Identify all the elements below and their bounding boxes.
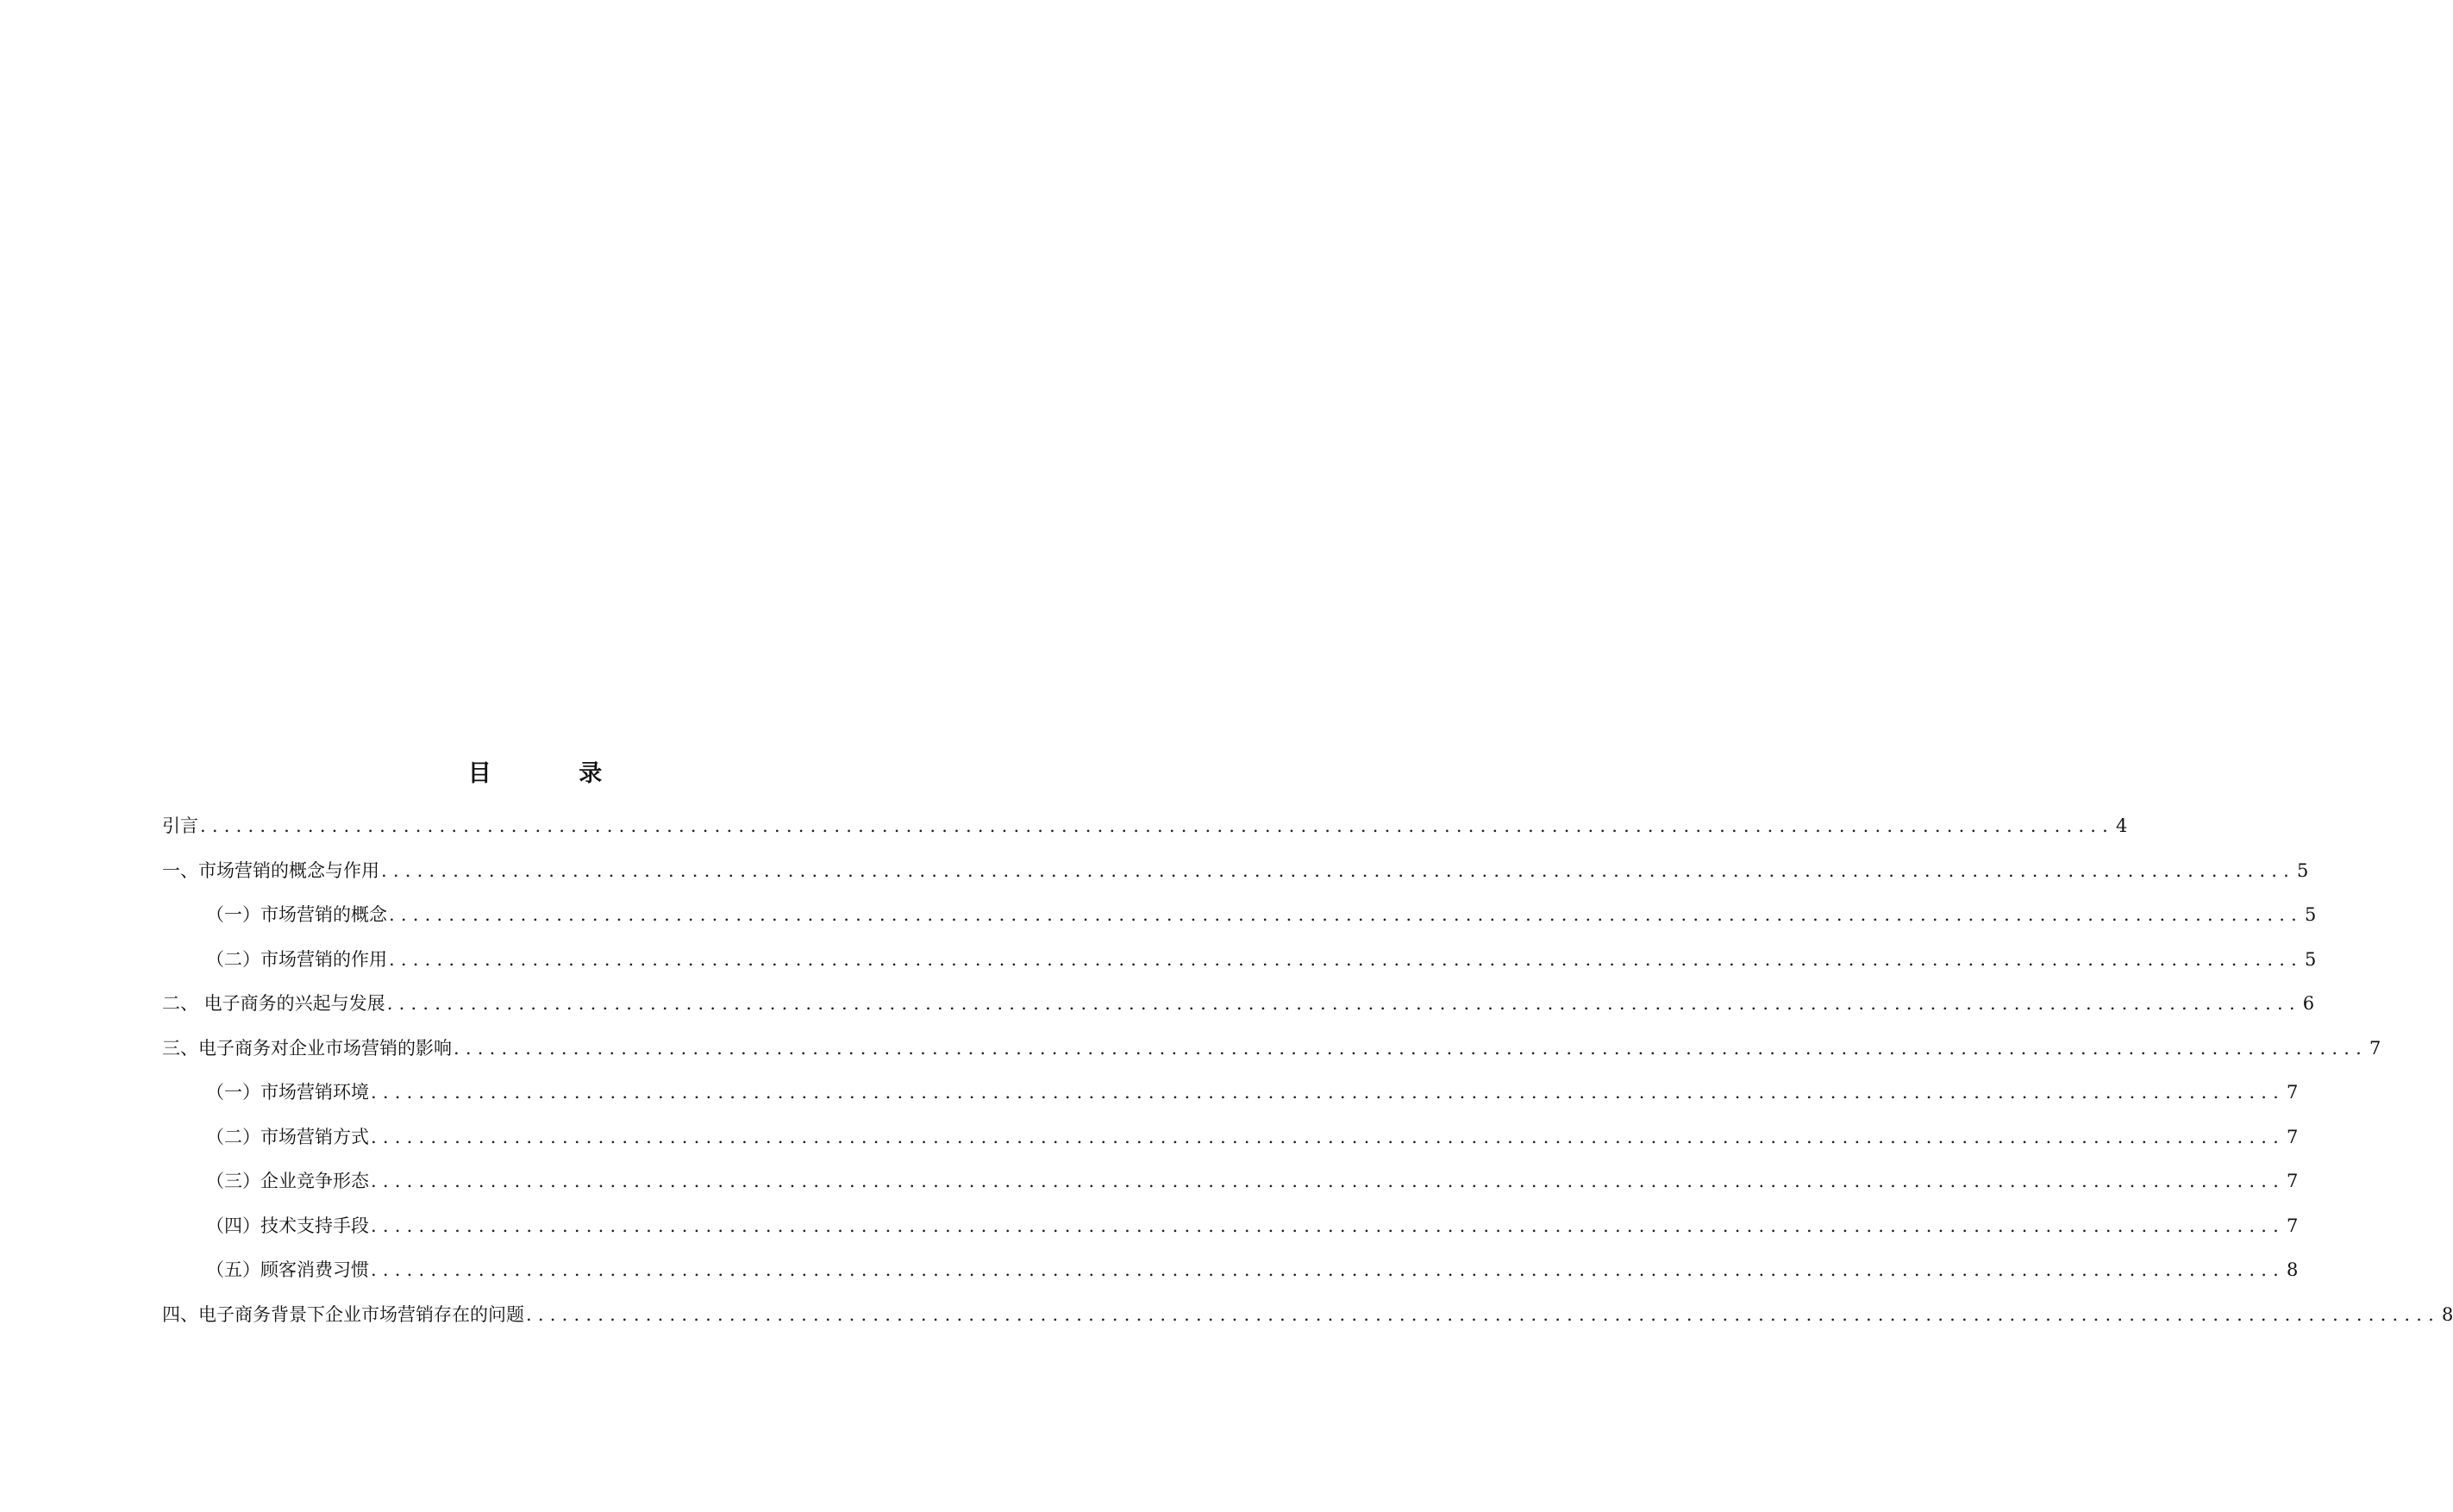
toc-page-number: 8	[2442, 1303, 2453, 1325]
toc-entry[interactable]	[162, 1035, 2381, 1080]
toc-subentry[interactable]	[162, 947, 2317, 991]
toc-dot-leader: ................................................................................................................................................................	[389, 948, 2304, 970]
toc-dot-leader: ................................................................................................................................................................	[381, 859, 2296, 881]
toc-entry[interactable]	[162, 858, 2309, 903]
toc-page-number: 7	[2369, 1037, 2381, 1059]
toc-dot-leader: ................................................................................................................................................................	[371, 1259, 2286, 1280]
toc-subentry[interactable]	[162, 1124, 2299, 1169]
toc-dot-leader: ................................................................................................................................................................	[371, 1126, 2286, 1147]
toc-dot-leader: ................................................................................................................................................................	[454, 1037, 2369, 1059]
toc-page-number: 7	[2287, 1171, 2299, 1191]
toc-title: 目 录	[467, 760, 642, 787]
toc-entry-label: 引言	[162, 815, 198, 836]
toc-entry-label: 四、电子商务背景下企业市场营销存在的问题	[162, 1303, 524, 1325]
toc-entry-label: （一）市场营销环境	[206, 1082, 369, 1103]
toc-entry-label: （五）顾客消费习惯	[206, 1259, 369, 1280]
toc-page-number: 6	[2302, 993, 2315, 1014]
toc-page-number: 5	[2297, 859, 2309, 881]
toc-entry-label: （二）市场营销的作用	[206, 948, 387, 970]
toc-dot-leader: ................................................................................................................................................................	[371, 1171, 2286, 1191]
toc-page-number: 8	[2287, 1259, 2299, 1280]
toc-entry-label: 一、市场营销的概念与作用	[162, 859, 379, 881]
toc-page-number: 5	[2305, 948, 2317, 970]
toc-subentry[interactable]	[162, 1257, 2299, 1302]
toc-entry[interactable]	[162, 813, 2128, 858]
toc-entry-label: 三、电子商务对企业市场营销的影响	[162, 1037, 452, 1059]
toc-entry-label: （四）技术支持手段	[206, 1215, 369, 1236]
toc-entry-label: 二、 电子商务的兴起与发展	[162, 993, 385, 1014]
toc-dot-leader: ................................................................................................................................................................	[526, 1303, 2441, 1325]
toc-subentry[interactable]	[162, 1168, 2299, 1213]
toc-dot-leader: ................................................................................................................................................................	[386, 993, 2301, 1014]
toc-dot-leader: ................................................................................................................................................................	[371, 1082, 2286, 1103]
toc-page-number: 7	[2287, 1126, 2299, 1147]
toc-entry[interactable]	[162, 1302, 2453, 1346]
toc-page-number: 7	[2287, 1215, 2299, 1236]
toc-page-number: 4	[2116, 815, 2128, 836]
toc-subentry[interactable]	[162, 1213, 2299, 1258]
toc-subentry[interactable]	[162, 902, 2317, 947]
toc-dot-leader: ................................................................................................................................................................	[389, 904, 2304, 925]
table-of-contents	[162, 813, 2453, 1346]
toc-entry-label: （三）企业竞争形态	[206, 1171, 369, 1191]
toc-dot-leader: ................................................................................................................................................................	[371, 1215, 2286, 1236]
toc-page-number: 5	[2305, 904, 2317, 925]
toc-entry-label: （二）市场营销方式	[206, 1126, 369, 1147]
toc-dot-leader: ................................................................................................................................................................	[200, 815, 2115, 836]
toc-subentry[interactable]	[162, 1079, 2299, 1124]
toc-page-number: 7	[2287, 1082, 2299, 1103]
toc-entry[interactable]	[162, 990, 2315, 1035]
toc-entry-label: （一）市场营销的概念	[206, 904, 387, 925]
